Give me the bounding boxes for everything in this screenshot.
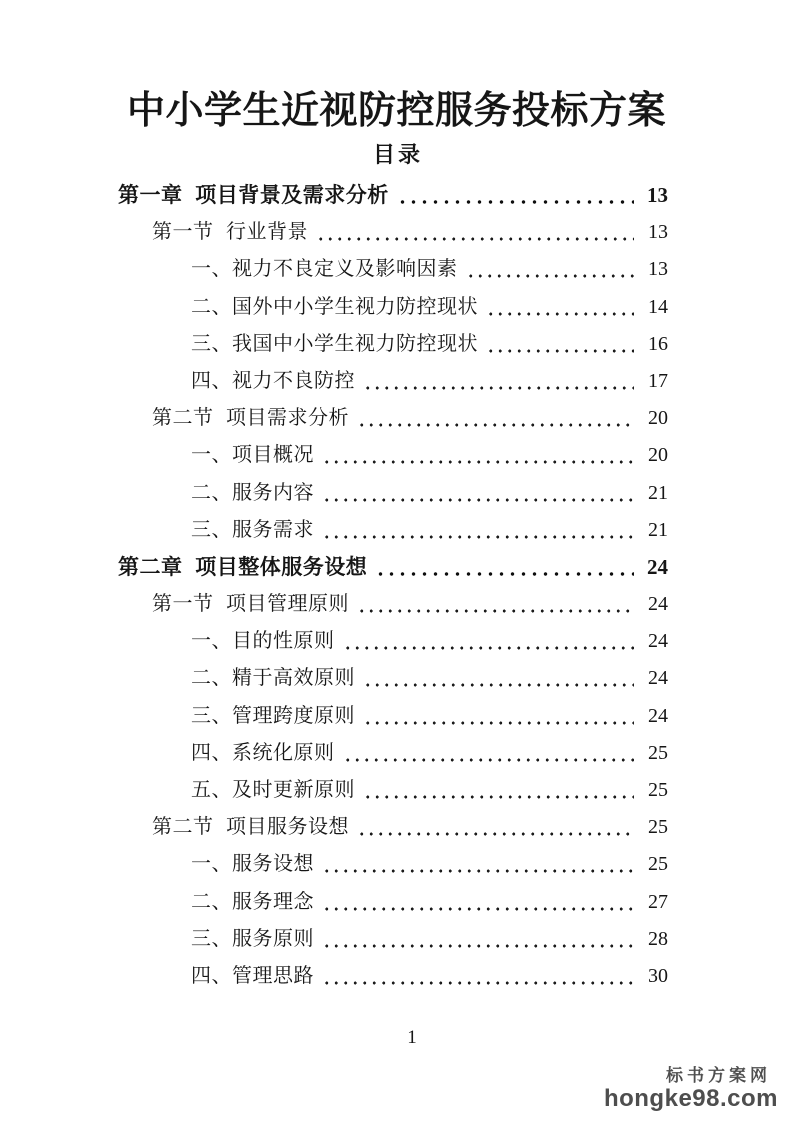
toc-entry-label: 一、项目概况 (191, 444, 314, 467)
toc-entry[interactable] (118, 735, 668, 772)
toc-entry-page: 25 (648, 779, 668, 801)
toc-entry-label: 第二节 项目需求分析 (152, 407, 349, 430)
toc-entry-page: 28 (648, 927, 668, 950)
toc-entry-label: 三、服务需求 (191, 518, 314, 541)
toc-entry-page: 25 (648, 853, 668, 876)
toc-entry-page: 24 (648, 630, 668, 653)
toc-dot-leader (354, 809, 634, 846)
toc-entry-page: 16 (648, 332, 668, 355)
toc-dot-leader (354, 400, 634, 437)
toc-entry[interactable] (118, 214, 668, 251)
toc-entry-page: 24 (647, 554, 668, 579)
toc-dot-leader (483, 326, 634, 363)
toc-entry[interactable] (118, 400, 668, 437)
toc-entry-label: 二、服务内容 (191, 481, 314, 504)
toc-entry[interactable] (118, 363, 668, 400)
toc-entry[interactable] (118, 512, 668, 549)
toc-entry[interactable] (118, 772, 668, 809)
toc-entry-page: 20 (648, 407, 668, 430)
toc-entry[interactable] (118, 251, 668, 288)
toc-dot-leader (313, 214, 634, 251)
toc-entry-label: 二、国外中小学生视力防控现状 (191, 295, 478, 318)
toc-entry-page: 25 (648, 741, 668, 764)
toc-entry[interactable] (118, 846, 668, 883)
toc-entry[interactable] (118, 958, 668, 995)
toc-entry-label: 第二章 项目整体服务设想 (118, 554, 368, 579)
toc-dot-leader (319, 958, 634, 995)
toc-entry[interactable] (118, 289, 668, 326)
toc-entry-page: 21 (648, 518, 668, 541)
document-title: 中小学生近视防控服务投标方案 (126, 90, 666, 132)
toc-dot-leader (319, 921, 634, 958)
toc-entry[interactable] (118, 809, 668, 846)
toc-entry-page: 21 (648, 481, 668, 504)
toc-entry-page: 24 (648, 704, 668, 727)
toc-entry-page: 14 (648, 295, 668, 318)
toc-dot-leader (483, 289, 634, 326)
watermark-site-name: 标书方案网 (666, 1066, 771, 1085)
toc-entry-label: 第一节 项目管理原则 (152, 593, 349, 616)
toc-entry-label: 一、视力不良定义及影响因素 (191, 258, 458, 281)
toc-dot-leader (463, 251, 635, 288)
toc-entry[interactable] (118, 475, 668, 512)
toc-dot-leader (319, 846, 634, 883)
toc-entry[interactable] (118, 437, 668, 474)
toc-entry[interactable] (118, 326, 668, 363)
toc-heading: 目录 (372, 142, 423, 167)
toc-list (118, 177, 668, 995)
watermark-domain: hongke98.com (603, 1085, 778, 1112)
toc-entry-label: 一、目的性原则 (191, 630, 335, 653)
toc-entry-page: 17 (648, 369, 668, 392)
toc-entry-label: 一、服务设想 (191, 853, 314, 876)
toc-dot-leader (394, 177, 634, 214)
toc-entry-label: 四、系统化原则 (191, 741, 335, 764)
toc-entry-page: 24 (648, 667, 668, 690)
toc-dot-leader (360, 363, 634, 400)
toc-dot-leader (340, 623, 635, 660)
toc-entry-page: 20 (648, 444, 668, 467)
toc-entry-page: 13 (647, 183, 668, 207)
toc-entry-page: 13 (648, 221, 668, 244)
watermark (604, 1066, 778, 1112)
toc-entry[interactable] (118, 549, 668, 586)
toc-entry-page: 30 (648, 964, 668, 987)
toc-entry-page: 27 (648, 890, 668, 913)
toc-entry[interactable] (118, 586, 668, 623)
toc-entry-label: 四、视力不良防控 (191, 369, 355, 392)
toc-dot-leader (372, 549, 634, 586)
toc-entry[interactable] (118, 884, 668, 921)
toc-entry[interactable] (118, 698, 668, 735)
toc-entry[interactable] (118, 623, 668, 660)
toc-entry-label: 四、管理思路 (191, 964, 314, 987)
toc-entry-label: 第一章 项目背景及需求分析 (118, 183, 389, 207)
toc-dot-leader (319, 884, 634, 921)
toc-entry-label: 二、服务理念 (191, 890, 314, 913)
toc-dot-leader (354, 586, 634, 623)
toc-entry-page: 25 (648, 816, 668, 839)
toc-entry-label: 二、精于高效原则 (191, 667, 355, 690)
toc-entry-label: 三、管理跨度原则 (191, 704, 355, 727)
toc-dot-leader (360, 660, 634, 697)
toc-entry[interactable] (118, 660, 668, 697)
toc-entry-label: 第二节 项目服务设想 (152, 816, 349, 839)
toc-dot-leader (360, 772, 634, 809)
toc-dot-leader (319, 475, 634, 512)
toc-dot-leader (340, 735, 635, 772)
toc-entry-label: 三、我国中小学生视力防控现状 (191, 332, 478, 355)
footer-page-number: 1 (407, 1027, 417, 1048)
toc-dot-leader (360, 698, 634, 735)
toc-entry-page: 24 (648, 593, 668, 616)
toc-dot-leader (319, 512, 634, 549)
toc-entry-page: 13 (648, 258, 668, 281)
toc-dot-leader (319, 437, 634, 474)
toc-entry-label: 第一节 行业背景 (152, 221, 308, 244)
toc-entry[interactable] (118, 921, 668, 958)
toc-entry[interactable] (118, 177, 668, 214)
toc-entry-label: 三、服务原则 (191, 927, 314, 950)
toc-entry-label: 五、及时更新原则 (191, 779, 355, 801)
